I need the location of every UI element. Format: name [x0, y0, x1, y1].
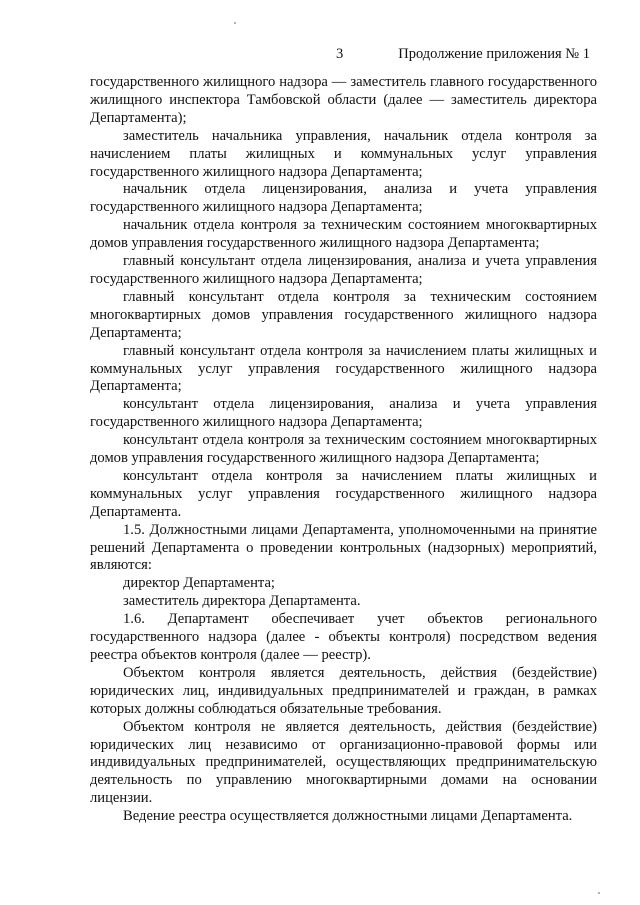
paragraph: консультант отдела контроля за начислением платы жилищных и коммунальных услуг управления государственного жилищного надзора Департамента.: [90, 467, 597, 520]
section-1-6-paragraph: 1.6. Департамент обеспечивает учет объектов регионального государственного надзора (далее - объекты контроля) посредством ведения реестра объектов контроля (далее — реестр).: [90, 611, 597, 663]
paragraph: начальник отдела лицензирования, анализа и учета управления государственного жилищного надзора Департамента;: [90, 181, 597, 216]
scan-speck: [234, 22, 236, 24]
paragraph: главный консультант отдела лицензирования, анализа и учета управления государственного жилищного надзора Департамента;: [90, 253, 597, 287]
paragraph: директор Департамента;: [123, 575, 275, 592]
scan-speck: [598, 892, 600, 894]
paragraph: консультант отдела лицензирования, анализа и учета управления государственного жилищного надзора Департамента;: [90, 396, 597, 431]
paragraph: главный консультант отдела контроля за техническим состоянием многоквартирных домов управления государственного жилищного надзора Департамента;: [90, 288, 597, 341]
paragraph: Объектом контроля не является деятельность, действия (бездействие) юридических лиц независимо от организационно-правовой формы или индивидуальных предпринимателей, осуществляющих предпринимательскую деятельность по управлению многоквартирными домами на основании лицензии.: [90, 718, 597, 807]
page-number: 3: [336, 46, 344, 62]
paragraph: Объектом контроля является деятельность, действия (бездействие) юридических лиц, индивидуальных предпринимателей и граждан, в рамках которых должны соблюдаться обязательные требования.: [90, 664, 597, 717]
appendix-continuation-label: Продолжение приложения № 1: [398, 46, 590, 62]
paragraph: Ведение реестра осуществляется должностными лицами Департамента.: [123, 808, 573, 825]
paragraph: государственного жилищного надзора — заместитель главного государственного жилищного инспектора Тамбовской области (далее — заместитель директора Департамента);: [90, 74, 597, 126]
paragraph: заместитель директора Департамента.: [123, 593, 361, 610]
paragraph: консультант отдела контроля за техническим состоянием многоквартирных домов управления государственного жилищного надзора Департамента;: [90, 432, 597, 467]
section-1-5-paragraph: 1.5. Должностными лицами Департамента, уполномоченными на принятие решений Департамента о проведении контрольных (надзорных) мероприятий, являются:: [90, 521, 597, 574]
paragraph: заместитель начальника управления, начальник отдела контроля за начислением платы жилищных и коммунальных услуг управления государственного жилищного надзора Департамента;: [90, 127, 597, 180]
paragraph: начальник отдела контроля за техническим состоянием многоквартирных домов управления государственного жилищного надзора Департамента;: [90, 217, 597, 252]
paragraph: главный консультант отдела контроля за начислением платы жилищных и коммунальных услуг управления государственного жилищного надзора Департамента;: [90, 342, 597, 395]
document-body: [90, 74, 597, 826]
page-header: [0, 44, 640, 64]
